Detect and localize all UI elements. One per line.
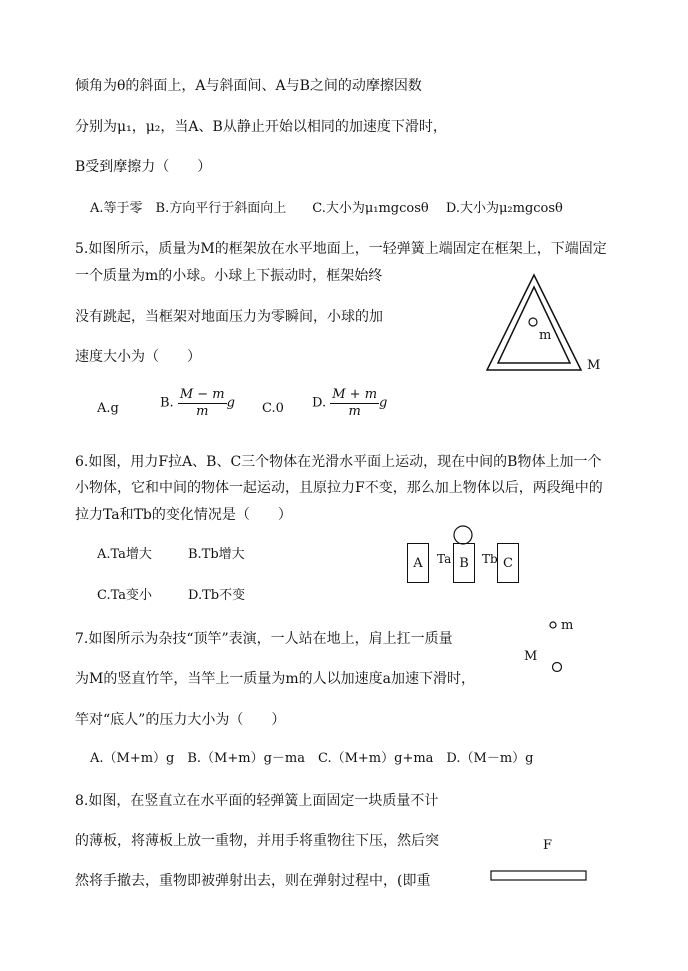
text-line: 一个质量为m的小球。小球上下振动时，框架始终 — [75, 268, 383, 284]
option-b — [160, 387, 235, 420]
figure-label-f: F — [543, 838, 553, 853]
tension-label-ta: Ta — [437, 552, 452, 566]
block-b: B — [453, 543, 475, 583]
question-8-stem: 8.如图，在竖直立在水平面的轻弹簧上面固定一块质量不计 — [75, 793, 439, 809]
option-c: C.Ta变小 — [97, 588, 153, 603]
suffix: g — [379, 395, 388, 411]
option-a: A.Ta增大 — [97, 547, 152, 562]
fraction — [178, 387, 227, 420]
triangle-frame-figure — [484, 270, 584, 375]
fraction — [330, 387, 379, 420]
option-c: C.0 — [262, 401, 284, 416]
tension-label-tb: Tb — [482, 552, 498, 566]
text-line: 的薄板，将薄板上放一重物，并用手将重物往下压，然后突 — [75, 833, 439, 849]
question-7-stem: 7.如图所示为杂技“顶竿”表演，一人站在地上，肩上扛一质量 — [75, 631, 453, 647]
text-line: 小物体，它和中间的物体一起运动，且原拉力F不变，那么加上物体以后，两段绳中的 — [75, 480, 603, 496]
option-a: A.g — [97, 401, 119, 416]
question-5-stem: 5.如图所示，质量为M的框架放在水平地面上，一轻弹簧上端固定在框架上，下端固定 — [75, 241, 607, 257]
suffix: g — [226, 395, 235, 411]
option-label: B. — [160, 395, 174, 411]
numerator: M + m — [332, 387, 378, 402]
option-label: D. — [312, 395, 327, 411]
denominator: m — [348, 404, 361, 419]
text-line: B受到摩擦力（ ） — [75, 159, 212, 175]
text-line: 分别为μ₁，μ₂，当A、B从静止开始以相同的加速度下滑时， — [75, 119, 447, 135]
small-ball-figure — [452, 525, 476, 545]
text-line: 速度大小为（ ） — [75, 349, 201, 365]
text-line: 竿对“底人”的压力大小为（ ） — [75, 712, 286, 728]
answer-options: A.等于零 B.方向平行于斜面向上 C.大小为μ₁mgcosθ D.大小为μ₂mgcosθ — [90, 201, 563, 216]
numerator: M − m — [179, 387, 225, 402]
text-line: 为M的竖直竹竿，当竿上一质量为m的人以加速度a加速下滑时， — [75, 671, 475, 687]
option-d — [312, 387, 387, 420]
option-d: D.Tb不变 — [188, 588, 246, 603]
answer-options: A.（M+m）g B.（M+m）g－ma C.（M+m）g+ma D.（M－m）g — [90, 751, 534, 766]
text-line: 倾角为θ的斜面上，A与斜面间、A与B之间的动摩擦因数 — [75, 78, 422, 94]
figure-label-M: M — [587, 358, 601, 373]
thin-plate-figure — [490, 870, 588, 882]
text-line: 没有跳起，当框架对地面压力为零瞬间，小球的加 — [75, 309, 383, 325]
text-line: 拉力Ta和Tb的变化情况是（ ） — [75, 507, 292, 523]
figure-label-m: m — [561, 618, 574, 633]
figure-label-M: M — [524, 649, 538, 664]
question-6-stem: 6.如图，用力F拉A、B、C三个物体在光滑水平面上运动，现在中间的B物体上加一个 — [75, 454, 602, 470]
option-b: B.Tb增大 — [188, 547, 245, 562]
block-a: A — [407, 543, 429, 583]
block-c: C — [497, 543, 519, 583]
figure-label-m: m — [539, 328, 552, 343]
text-line: 然将手撤去，重物即被弹射出去，则在弹射过程中，(即重 — [75, 873, 431, 889]
denominator: m — [196, 404, 209, 419]
